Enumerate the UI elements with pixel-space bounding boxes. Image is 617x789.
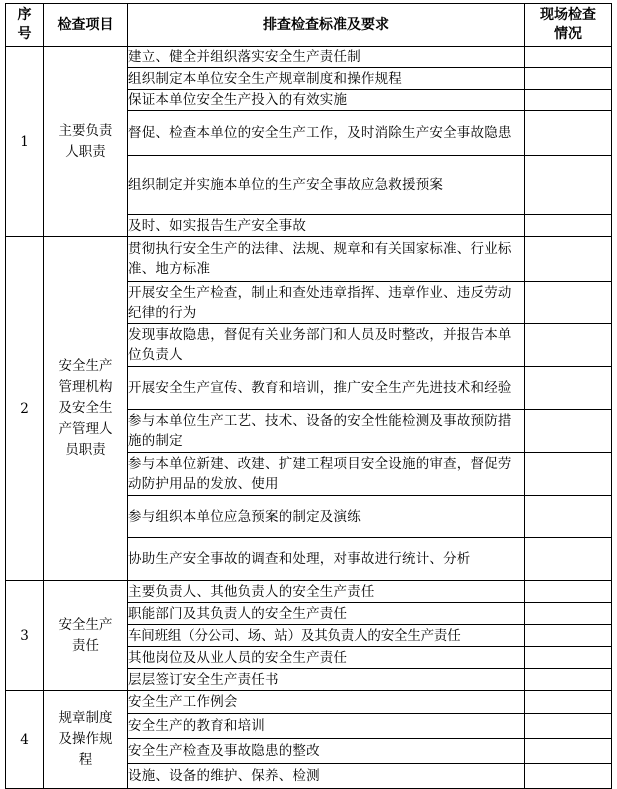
check-result-cell[interactable]: [525, 538, 612, 581]
table-row: [6, 691, 612, 714]
requirement-cell: 主要负责人、其他负责人的安全生产责任: [128, 581, 525, 603]
requirement-cell: 安全生产的教育和培训: [128, 714, 525, 739]
check-result-cell[interactable]: [525, 324, 612, 367]
requirement-cell: 设施、设备的维护、保养、检测: [128, 764, 525, 789]
check-result-cell[interactable]: [525, 496, 612, 538]
section-3-item: 安全生产责任: [44, 581, 128, 691]
header-no: 序号: [6, 4, 44, 47]
check-result-cell[interactable]: [525, 47, 612, 68]
check-result-cell[interactable]: [525, 647, 612, 669]
requirement-cell: 发现事故隐患，督促有关业务部门和人员及时整改，并报告本单位负责人: [128, 324, 525, 367]
requirement-cell: 开展安全生产检查，制止和查处违章指挥、违章作业、违反劳动纪律的行为: [128, 282, 525, 324]
check-result-cell[interactable]: [525, 739, 612, 764]
requirement-cell: 协助生产安全事故的调查和处理，对事故进行统计、分析: [128, 538, 525, 581]
header-standard: 排查检查标准及要求: [128, 4, 525, 47]
check-result-cell[interactable]: [525, 156, 612, 215]
requirement-cell: 车间班组（分公司、场、站）及其负责人的安全生产责任: [128, 625, 525, 647]
inspection-table: [5, 3, 612, 789]
section-1-no: 1: [6, 47, 44, 237]
check-result-cell[interactable]: [525, 68, 612, 90]
requirement-cell: 及时、如实报告生产安全事故: [128, 215, 525, 237]
check-result-cell[interactable]: [525, 111, 612, 156]
check-result-cell[interactable]: [525, 691, 612, 714]
requirement-cell: 安全生产检查及事故隐患的整改: [128, 739, 525, 764]
section-2-no: 2: [6, 237, 44, 581]
requirement-cell: 参与本单位生产工艺、技术、设备的安全性能检测及事故预防措施的制定: [128, 410, 525, 453]
section-2-item: 安全生产管理机构及安全生产管理人员职责: [44, 237, 128, 581]
check-result-cell[interactable]: [525, 453, 612, 496]
requirement-cell: 其他岗位及从业人员的安全生产责任: [128, 647, 525, 669]
table-row: [6, 581, 612, 603]
check-result-cell[interactable]: [525, 714, 612, 739]
section-1-item: 主要负责人职责: [44, 47, 128, 237]
check-result-cell[interactable]: [525, 625, 612, 647]
requirement-cell: 安全生产工作例会: [128, 691, 525, 714]
check-result-cell[interactable]: [525, 90, 612, 111]
check-result-cell[interactable]: [525, 410, 612, 453]
check-result-cell[interactable]: [525, 282, 612, 324]
header-row: [6, 4, 612, 47]
requirement-cell: 建立、健全并组织落实安全生产责任制: [128, 47, 525, 68]
table-row: [6, 237, 612, 282]
requirement-cell: 贯彻执行安全生产的法律、法规、规章和有关国家标准、行业标准、地方标准: [128, 237, 525, 282]
requirement-cell: 组织制定本单位安全生产规章制度和操作规程: [128, 68, 525, 90]
section-4-item: 规章制度及操作规程: [44, 691, 128, 789]
requirement-cell: 开展安全生产宣传、教育和培训，推广安全生产先进技术和经验: [128, 367, 525, 410]
requirement-cell: 参与本单位新建、改建、扩建工程项目安全设施的审查，督促劳动防护用品的发放、使用: [128, 453, 525, 496]
requirement-cell: 层层签订安全生产责任书: [128, 669, 525, 691]
table-row: [6, 47, 612, 68]
section-3-no: 3: [6, 581, 44, 691]
check-result-cell[interactable]: [525, 367, 612, 410]
check-result-cell[interactable]: [525, 237, 612, 282]
requirement-cell: 参与组织本单位应急预案的制定及演练: [128, 496, 525, 538]
requirement-cell: 保证本单位安全生产投入的有效实施: [128, 90, 525, 111]
section-4-no: 4: [6, 691, 44, 789]
check-result-cell[interactable]: [525, 669, 612, 691]
header-result: 现场检查情况: [525, 4, 612, 47]
header-item: 检查项目: [44, 4, 128, 47]
check-result-cell[interactable]: [525, 603, 612, 625]
requirement-cell: 督促、检查本单位的安全生产工作，及时消除生产安全事故隐患: [128, 111, 525, 156]
check-result-cell[interactable]: [525, 215, 612, 237]
requirement-cell: 组织制定并实施本单位的生产安全事故应急救援预案: [128, 156, 525, 215]
check-result-cell[interactable]: [525, 581, 612, 603]
check-result-cell[interactable]: [525, 764, 612, 789]
requirement-cell: 职能部门及其负责人的安全生产责任: [128, 603, 525, 625]
